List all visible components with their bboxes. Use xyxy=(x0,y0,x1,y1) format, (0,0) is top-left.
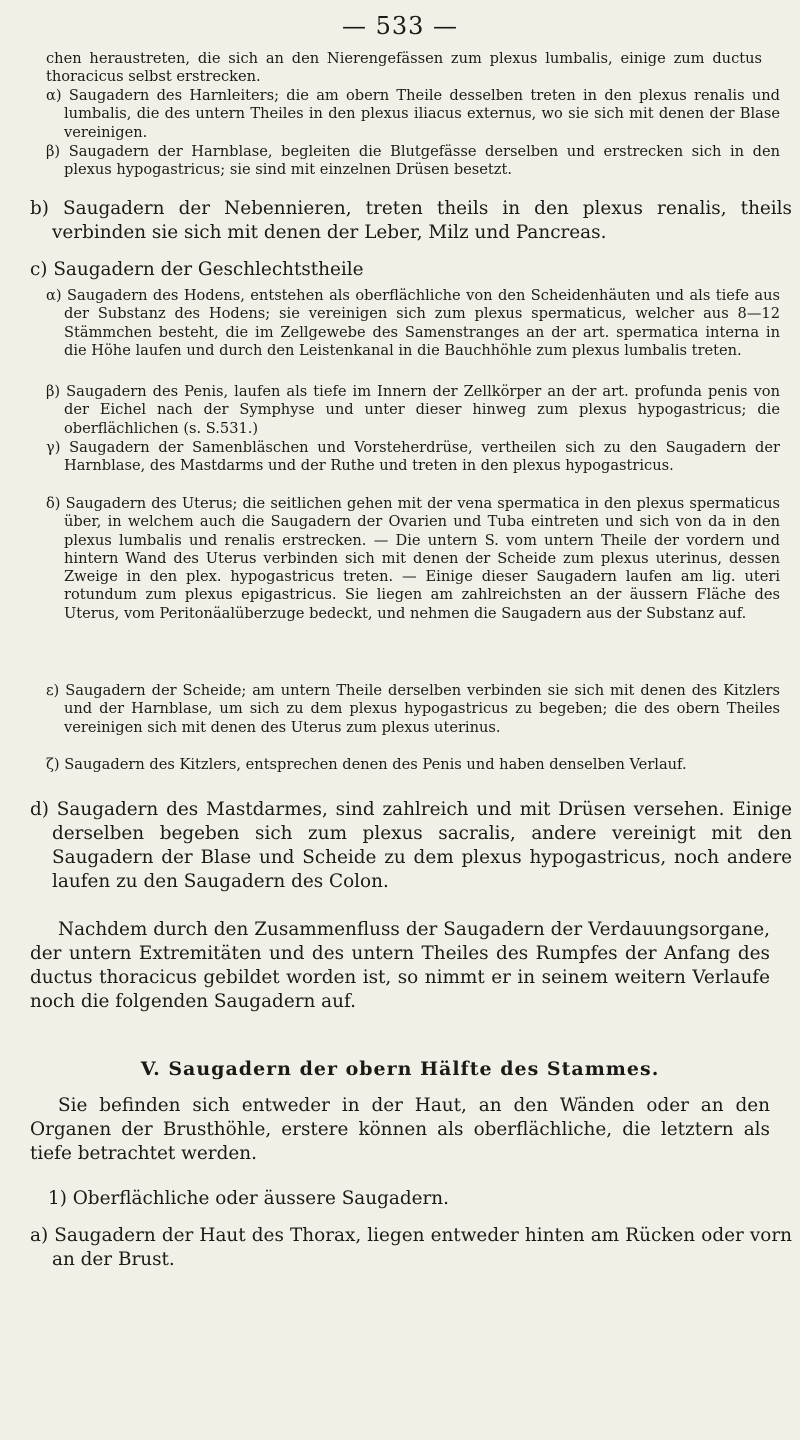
paragraph-testis-lymphatics: α) Saugadern des Hodens, entstehen als oberflächliche von den Scheidenhäuten und als tiefe aus der Substanz des Hodens; sie vereinigen sich zum plexus spermaticus, welcher aus 8—12 Stämmchen besteht, die im Zellgewebe des Samenstranges an der art. spermatica interna in die Höhe laufen und durch den Leistenkanal in die Bauchhöhle zum plexus lumbalis treten. xyxy=(46,287,780,359)
paragraph-penis-lymphatics: β) Saugadern des Penis, laufen als tiefe im Innern der Zellkörper an der art. profunda penis von der Eichel nach der Symphyse und unter dieser hinweg zum plexus hypogastricus; die oberflächlichen (s. S.531.) xyxy=(46,383,780,437)
paragraph-upper-trunk-intro: Sie befinden sich entweder in der Haut, an den Wänden oder an den Organen der Brusthöhle, erstere können als oberflächliche, die letztern als tiefe betrachtet werden. xyxy=(30,1095,770,1164)
paragraph-bladder-lymphatics: β) Saugadern der Harnblase, begleiten die Blutgefässe derselben und erstrecken sich in den plexus hypogastricus; sie sind mit einzelnen Drüsen besetzt. xyxy=(46,143,780,179)
paragraph-ureter-lymphatics: α) Saugadern des Harnleiters; die am obern Theile desselben treten in den plexus renalis und lumbalis, die des untern Theiles in den plexus iliacus externus, wo sie sich mit denen der Blase vereinigen. xyxy=(46,87,780,141)
page-number: — 533 — xyxy=(341,12,459,40)
paragraph-seminal-vesicle-lymphatics: γ) Saugadern der Samenbläschen und Vorsteherdrüse, vertheilen sich zu den Saugadern der Harnblase, des Mastdarms und der Ruthe und treten in den plexus hypogastricus. xyxy=(46,439,780,475)
subsection-heading: 1) Oberflächliche oder äussere Saugadern. xyxy=(48,1188,449,1209)
paragraph-uterus-lymphatics: δ) Saugadern des Uterus; die seitlichen gehen mit der vena spermatica in den plexus spermaticus über, in welchem auch die Saugadern der Ovarien und Tuba eintreten und sich von da in den plexus lumbalis und renalis erstrecken. — Die untern S. vom untern Theile der vordern und hintern Wand des Uterus verbinden sich mit denen der Scheide zum plexus uterinus, dessen Zweige in den plex. hypogastricus treten. — Einige dieser Saugadern laufen am lig. uteri rotundum zum plexus epigastricus. Sie liegen am zahlreichsten an der äussern Fläche des Uterus, vom Peritonäalüberzuge bedeckt, und nehmen die Saugadern aus der Substanz auf. xyxy=(46,495,780,622)
paragraph-adrenal-lymphatics: b) Saugadern der Nebennieren, treten theils in den plexus renalis, theils verbinden sie sich mit denen der Leber, Milz und Pancreas. xyxy=(30,198,792,243)
paragraph-thorax-skin-lymphatics: a) Saugadern der Haut des Thorax, liegen entweder hinten am Rücken oder vorn an der Brust. xyxy=(30,1225,792,1270)
section-heading: V. Saugadern der obern Hälfte des Stammes. xyxy=(140,1058,660,1080)
paragraph-rectum-lymphatics: d) Saugadern des Mastdarmes, sind zahlreich und mit Drüsen versehen. Einige derselben begeben sich zum plexus sacralis, andere vereinigt mit den Saugadern der Blase und Scheide zu dem plexus hypogastricus, noch andere laufen zu den Saugadern des Colon. xyxy=(30,799,792,892)
paragraph-thoracic-duct: Nachdem durch den Zusammenfluss der Saugadern der Verdauungsorgane, der untern Extremitäten und des untern Theiles des Rumpfes der Anfang des ductus thoracicus gebildet worden ist, so nimmt er in seinem weitern Verlaufe noch die folgenden Saugadern auf. xyxy=(30,919,770,1012)
paragraph-genital-lymphatics-heading: c) Saugadern der Geschlechtstheile xyxy=(30,259,364,280)
paragraph-clitoris-lymphatics: ζ) Saugadern des Kitzlers, entsprechen denen des Penis und haben denselben Verlauf. xyxy=(46,756,687,773)
paragraph-continuation: chen heraustreten, die sich an den Nierengefässen zum plexus lumbalis, einige zum ductus thoracicus selbst erstrecken. xyxy=(46,50,762,86)
paragraph-vagina-lymphatics: ε) Saugadern der Scheide; am untern Theile derselben verbinden sie sich mit denen des Kitzlers und der Harnblase, um sich zu dem plexus hypogastricus zu begeben; die des obern Theiles vereinigen sich mit denen des Uterus zum plexus uterinus. xyxy=(46,682,780,736)
